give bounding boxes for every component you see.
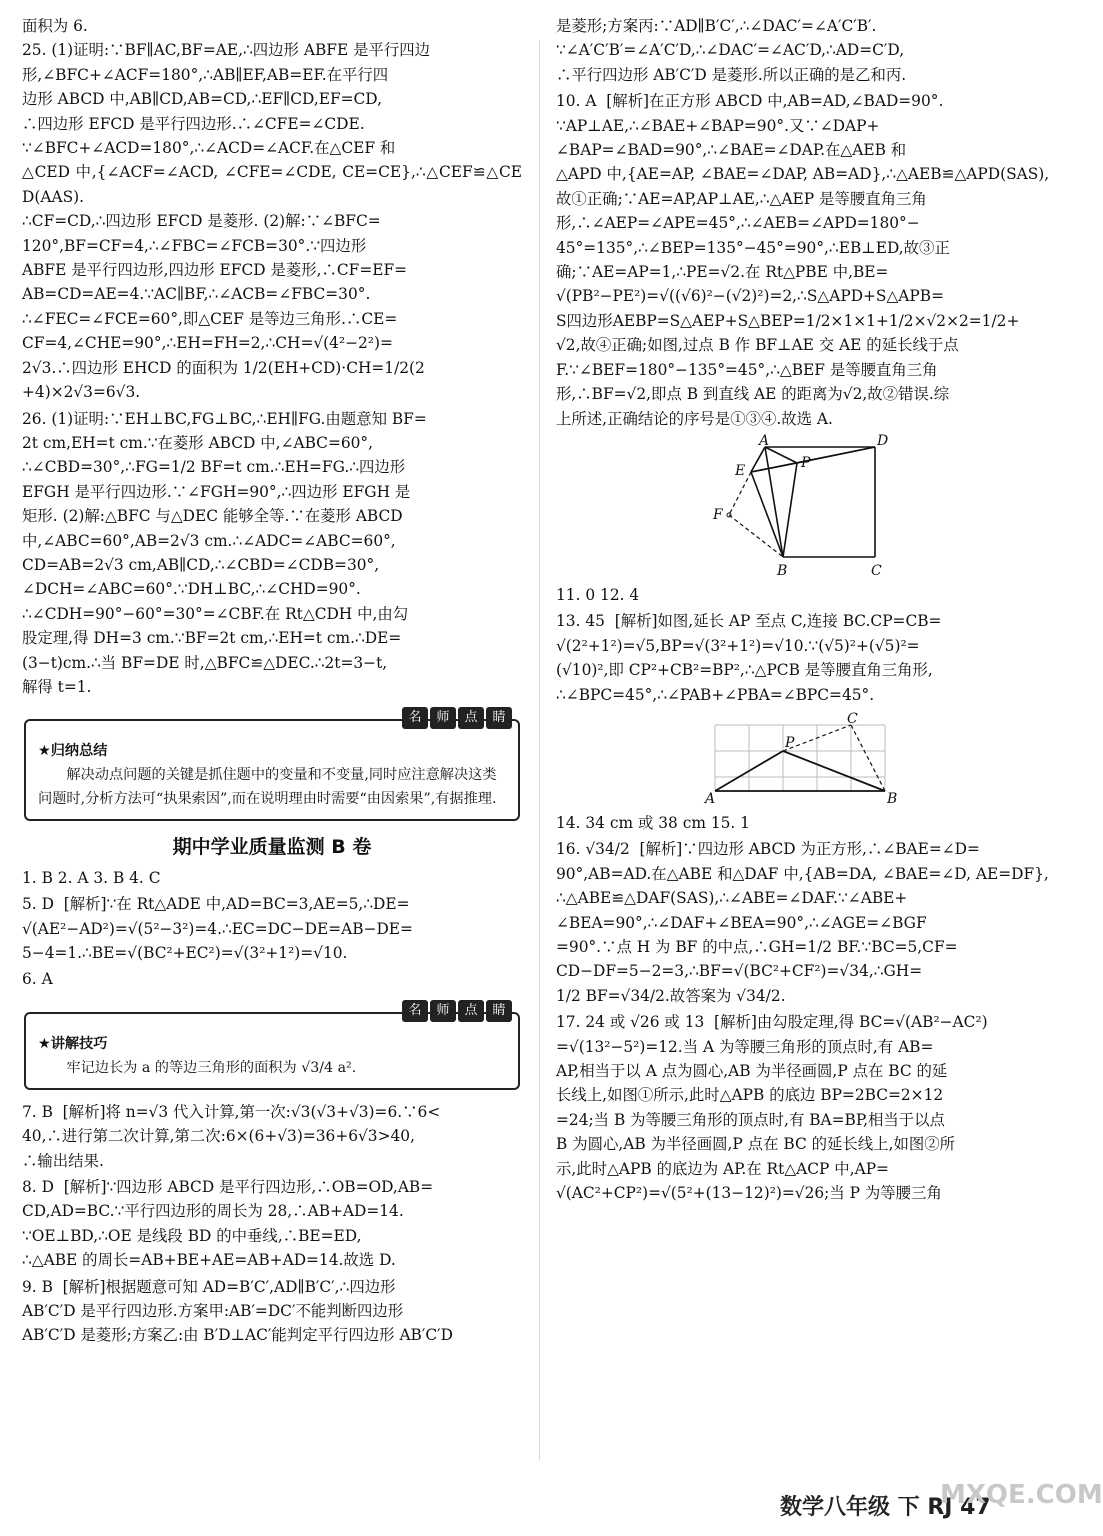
answer-6: 6. A xyxy=(22,970,53,989)
right-column xyxy=(556,14,1054,1207)
fig1-label-b: B xyxy=(777,562,788,579)
text-line: 25. (1)证明:∵BF∥AC,BF=AE,∴四边形 ABFE 是平行四边 xyxy=(22,41,431,60)
answers-11-12: 11. 0 12. 4 xyxy=(556,585,640,604)
text-line: △CED 中,{∠ACF=∠ACD, ∠CFE=∠CDE, CE=CE},∴△CEF≌△CED(AAS). xyxy=(22,163,522,206)
answer-5 xyxy=(22,892,522,965)
text-line: 形,∴∠AEP=∠APE=45°,∴∠AEB=∠APD=180°− xyxy=(556,214,920,233)
text-line: ∵AP⊥AE,∴∠BAE+∠BAP=90°.又∵∠DAP+ xyxy=(556,116,880,135)
text-line: =√(13²−5²)=12.当 A 为等腰三角形的顶点时,有 AB= xyxy=(556,1037,934,1056)
text-line: 矩形. (2)解:△BFC 与△DEC 能够全等.∵在菱形 ABCD xyxy=(22,507,403,526)
text-line: ∠DCH=∠ABC=60°.∵DH⊥BC,∴∠CHD=90°. xyxy=(22,580,361,599)
text-line: 股定理,得 DH=3 cm.∵BF=2t cm,∴EH=t cm.∴DE= xyxy=(22,629,402,648)
text-line: EFGH 是平行四边形.∵∠FGH=90°,∴四边形 EFGH 是 xyxy=(22,482,411,501)
text-line: 是菱形;方案丙:∵AD∥B′C′,∴∠DAC′=∠A′C′B′. xyxy=(556,17,877,35)
text-line: ∴△ABE≌△DAF(SAS),∴∠ABE=∠DAF.∵∠ABE+ xyxy=(556,889,908,908)
text-line: √(2²+1²)=√5,BP=√(3²+1²)=√10.∵(√5)²+(√5)²= xyxy=(556,636,920,655)
text-line: ∴四边形 EFCD 是平行四边形.∴∠CFE=∠CDE. xyxy=(22,114,365,133)
fig1-label-f: F xyxy=(713,506,723,523)
text-line: AB=CD=AE=4.∵AC∥BF,∴∠ACB=∠FBC=30°. xyxy=(22,285,371,304)
text-line: 90°,AB=AD.在△ABE 和△DAF 中,{AB=DA, ∠BAE=∠D, AE=DF}, xyxy=(556,864,1049,883)
answer-8 xyxy=(22,1175,522,1273)
text-line: ∵∠BFC+∠ACD=180°,∴∠ACD=∠ACF.在△CEF 和 xyxy=(22,139,396,158)
text-line: ∴∠CBD=30°,∴FG=1/2 BF=t cm.∴EH=FG.∴四边形 xyxy=(22,458,406,477)
tip-title: ★讲解技巧 xyxy=(38,1035,108,1052)
answer-10 xyxy=(556,89,1054,431)
text-line: AP,相当于以 A 点为圆心,AB 为半径画圆,P 点在 BC 的延 xyxy=(556,1062,948,1080)
text-line: 120°,BF=CF=4,∴∠FBC=∠FCB=30°.∵四边形 xyxy=(22,236,367,255)
text-line: 7. B [解析]将 n=√3 代入计算,第一次:√3(√3+√3)=6.∵6< xyxy=(22,1102,441,1121)
answers-14-15: 14. 34 cm 或 38 cm 15. 1 xyxy=(556,813,750,832)
fig1-label-c: C xyxy=(871,562,882,579)
text-line: 1/2 BF=√34/2.故答案为 √34/2. xyxy=(556,986,786,1005)
text-line: S四边形AEBP=S△AEP+S△BEP=1/2×1×1+1/2×√2×2=1/2+ xyxy=(556,311,1020,330)
text-line: +4)×2√3=6√3. xyxy=(22,383,141,402)
text-line: 示,此时△APB 的底边为 AP.在 Rt△ACP 中,AP= xyxy=(556,1159,889,1178)
text-line: 13. 45 [解析]如图,延长 AP 至点 C,连接 BC.CP=CB= xyxy=(556,612,942,631)
tip-tag: 名 师 点 睛 xyxy=(402,1000,512,1022)
fig1-label-d: D xyxy=(877,432,889,449)
answer-26 xyxy=(22,407,522,700)
text-line: ∴平行四边形 AB′C′D 是菱形.所以正确的是乙和丙. xyxy=(556,65,907,84)
text-line: ABFE 是平行四边形,四边形 EFCD 是菱形,∴CF=EF= xyxy=(22,261,408,280)
text-line: △APD 中,{AE=AP, ∠BAE=∠DAP, AB=AD},∴△AEB≌△APD(SAS), xyxy=(556,165,1050,184)
text-line: 45°=135°,∴∠BEP=135°−45°=90°,∴EB⊥ED,故③正 xyxy=(556,238,950,257)
text-line: (3−t)cm.∴当 BF=DE 时,△BFC≌△DEC.∴2t=3−t, xyxy=(22,653,388,672)
text-line: 解得 t=1. xyxy=(22,677,92,696)
fig2-label-p: P xyxy=(785,734,795,751)
text-line: =90°.∵点 H 为 BF 的中点,∴GH=1/2 BF.∵BC=5,CF= xyxy=(556,937,958,956)
text-line: AB′C′D 是菱形;方案乙:由 B′D⊥AC′能判定平行四边形 AB′C′D xyxy=(22,1326,453,1345)
text-line: 形,∠BFC+∠ACF=180°,∴AB∥EF,AB=EF.在平行四 xyxy=(22,65,389,84)
text-line: 2t cm,EH=t cm.∵在菱形 ABCD 中,∠ABC=60°, xyxy=(22,433,374,452)
text-line: 9. B [解析]根据题意可知 AD=B′C′,AD∥B′C′,∴四边形 xyxy=(22,1277,396,1296)
text-line: CD=AB=2√3 cm,AB∥CD,∴∠CBD=∠CDB=30°, xyxy=(22,555,380,574)
text-line: CF=4,∠CHE=90°,∴EH=FH=2,∴CH=√(4²−2²)= xyxy=(22,334,393,353)
text-line: 16. √34/2 [解析]∵四边形 ABCD 为正方形,∴∠BAE=∠D= xyxy=(556,840,980,859)
text-line: 5−4=1.∴BE=√(BC²+EC²)=√(3²+1²)=√10. xyxy=(22,944,348,962)
tip-box-summary xyxy=(24,710,520,821)
watermark: MXQE.COM xyxy=(940,1480,1103,1510)
text-line: ∴△ABE 的周长=AB+BE+AE=AB+AD=14.故选 D. xyxy=(22,1251,396,1270)
text-line: ∵OE⊥BD,∴OE 是线段 BD 的中垂线,∴BE=ED, xyxy=(22,1226,362,1245)
text-line: √2,故④正确;如图,过点 B 作 BF⊥AE 交 AE 的延长线于点 xyxy=(556,336,959,355)
left-column xyxy=(22,14,522,1350)
text-line: 8. D [解析]∵四边形 ABCD 是平行四边形,∴OB=OD,AB= xyxy=(22,1178,434,1197)
answers-1-4: 1. B 2. A 3. B 4. C xyxy=(22,868,161,887)
answer-16 xyxy=(556,837,1054,1008)
section-title: 期中学业质量监测 B 卷 xyxy=(172,836,372,859)
tip-tag: 名 师 点 睛 xyxy=(402,707,512,729)
text-line: 边形 ABCD 中,AB∥CD,AB=CD,∴EF∥CD,EF=CD, xyxy=(22,90,382,109)
fig2-label-c: C xyxy=(847,710,858,727)
text-line: 长线上,如图①所示,此时△APB 的底边 BP=2BC=2×12 xyxy=(556,1086,944,1105)
fig1-label-a: A xyxy=(759,432,770,449)
answer-9-continued xyxy=(556,14,1054,87)
text-line: ∠BAP=∠BAD=90°,∴∠BAE=∠DAP.在△AEB 和 xyxy=(556,141,907,160)
column-divider xyxy=(539,40,540,1460)
text-line: 10. A [解析]在正方形 ABCD 中,AB=AD,∠BAD=90°. xyxy=(556,92,944,111)
text-line: 26. (1)证明:∵EH⊥BC,FG⊥BC,∴EH∥FG.由题意知 BF= xyxy=(22,409,427,428)
fig1-label-e: E xyxy=(735,462,746,479)
text-line: ∴输出结果. xyxy=(22,1151,104,1170)
text-line: B 为圆心,AB 为半径画圆,P 点在 BC 的延长线上,如图②所 xyxy=(556,1135,956,1154)
fig2-label-a: A xyxy=(705,790,716,807)
text-line: ∴CF=CD,∴四边形 EFCD 是菱形. (2)解:∵∠BFC= xyxy=(22,212,381,231)
text-line: 故①正确;∵AE=AP,AP⊥AE,∴△AEP 是等腰直角三角 xyxy=(556,189,927,208)
tip-body: 解决动点问题的关键是抓住题中的变量和不变量,同时应注意解决这类问题时,分析方法可“执果索因”,而在说明理由时需要“由因索果”,有据推理. xyxy=(38,767,497,808)
tip-title: ★归纳总结 xyxy=(38,743,108,760)
text-line: 中,∠ABC=60°,AB=2√3 cm.∴∠ADC=∠ABC=60°, xyxy=(22,531,396,550)
text-line: CD,AD=BC.∵平行四边形的周长为 28,∴AB+AD=14. xyxy=(22,1202,404,1221)
text-line: 2√3.∴四边形 EHCD 的面积为 1/2(EH+CD)·CH=1/2(2 xyxy=(22,358,425,377)
tip-body: 牢记边长为 a 的等边三角形的面积为 √3/4 a². xyxy=(66,1059,357,1076)
figure-grid-apb xyxy=(705,710,905,807)
text-line: 5. D [解析]∵在 Rt△ADE 中,AD=BC=3,AE=5,∴DE= xyxy=(22,895,410,914)
answer-17 xyxy=(556,1010,1054,1205)
text-line: (√10)²,即 CP²+CB²=BP²,∴△PCB 是等腰直角三角形, xyxy=(556,661,933,680)
text-line: 40,∴进行第二次计算,第二次:6×(6+√3)=36+6√3>40, xyxy=(22,1127,415,1146)
text-line: √(PB²−PE²)=√((√6)²−(√2)²)=2,∴S△APD+S△APB= xyxy=(556,287,944,306)
page-footer: 数学八年级 下 RJ 47 xyxy=(780,1495,991,1520)
text-line: 确;∵AE=AP=1,∴PE=√2.在 Rt△PBE 中,BE= xyxy=(556,263,889,282)
answer-13 xyxy=(556,609,1054,707)
text-line: √(AC²+CP²)=√(5²+(13−12)²)=√26;当 P 为等腰三角 xyxy=(556,1184,942,1203)
text-line: AB′C′D 是平行四边形.方案甲:AB′=DC′不能判断四边形 xyxy=(22,1302,404,1321)
text-line: ∵∠A′C′B′=∠A′C′D,∴∠DAC′=∠AC′D,∴AD=C′D, xyxy=(556,41,905,60)
fig2-label-b: B xyxy=(887,790,898,807)
text-line: ∴∠FEC=∠FCE=60°,即△CEF 是等边三角形.∴CE= xyxy=(22,309,398,328)
figure-square-abcd xyxy=(705,432,905,579)
text-line: ∠BEA=90°,∴∠DAF+∠BEA=90°,∴∠AGE=∠BGF xyxy=(556,913,927,932)
text-line: 17. 24 或 √26 或 13 [解析]由勾股定理,得 BC=√(AB²−AC²) xyxy=(556,1013,988,1032)
answer-7 xyxy=(22,1100,522,1173)
text-line: 面积为 6. xyxy=(22,17,88,35)
fig1-label-p: P xyxy=(801,454,811,471)
text-line: CD−DF=5−2=3,∴BF=√(BC²+CF²)=√34,∴GH= xyxy=(556,962,923,981)
tip-box-technique xyxy=(24,1002,520,1090)
text-line: F.∵∠BEF=180°−135°=45°,∴△BEF 是等腰直角三角 xyxy=(556,360,938,379)
text-line: ∴∠BPC=45°,∴∠PAB+∠PBA=∠BPC=45°. xyxy=(556,685,875,704)
answer-9 xyxy=(22,1275,522,1348)
text-line: 上所述,正确结论的序号是①③④.故选 A. xyxy=(556,409,833,428)
text-line: √(AE²−AD²)=√(5²−3²)=4.∴EC=DC−DE=AB−DE= xyxy=(22,919,413,938)
text-line: 形,∴BF=√2,即点 B 到直线 AE 的距离为√2,故②错误.综 xyxy=(556,385,950,404)
text-line: ∴∠CDH=90°−60°=30°=∠CBF.在 Rt△CDH 中,由勾 xyxy=(22,604,409,623)
answer-25 xyxy=(22,14,522,405)
text-line: =24;当 B 为等腰三角形的顶点时,有 BA=BP,相当于以点 xyxy=(556,1110,945,1129)
